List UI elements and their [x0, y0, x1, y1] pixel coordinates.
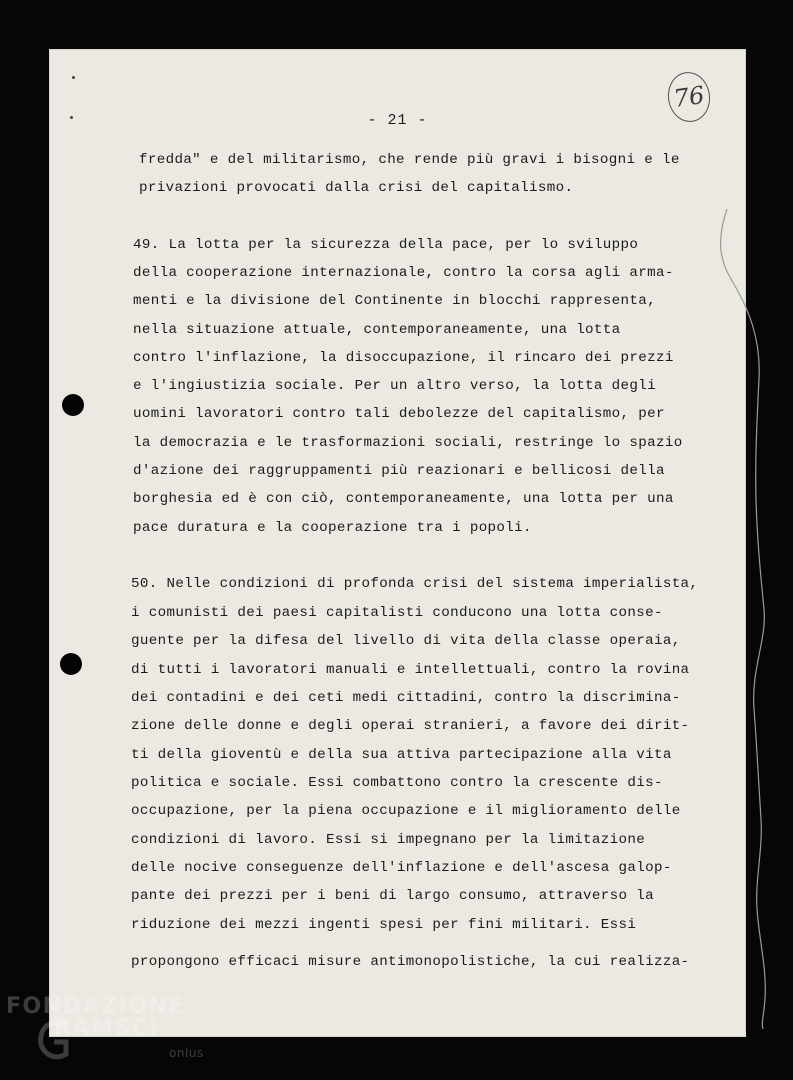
fondazione-gramsci-watermark: [6, 990, 206, 1075]
watermark-line2: RAMSCI: [54, 1016, 160, 1041]
binder-hole-top: [62, 394, 84, 416]
text-line: condizioni di lavoro. Essi si impegnano per la limitazione: [131, 832, 646, 848]
text-line: pace duratura e la cooperazione tra i popoli.: [133, 520, 532, 536]
text-line: pante dei prezzi per i beni di largo consumo, attraverso la: [131, 888, 654, 904]
page-number: - 21 -: [367, 112, 428, 129]
text-line: zione delle donne e degli operai stranieri, a favore dei dirit-: [131, 718, 690, 734]
text-line: privazioni provocati dalla crisi del capitalismo.: [139, 180, 574, 196]
text-line: nella situazione attuale, contemporaneamente, una lotta: [133, 322, 621, 338]
text-line: d'azione dei raggruppamenti più reazionari e bellicosi della: [133, 463, 665, 479]
archive-number: 76: [665, 69, 714, 124]
text-line: dei contadini e dei ceti medi cittadini, contro la discrimina-: [131, 690, 681, 706]
text-line: delle nocive conseguenze dell'inflazione e dell'ascesa galop-: [131, 860, 672, 876]
text-line: ti della gioventù e della sua attiva partecipazione alla vita: [131, 747, 672, 763]
watermark-sub: onlus: [169, 1046, 204, 1060]
text-line: politica e sociale. Essi combattono contro la crescente dis-: [131, 775, 663, 791]
text-line: uomini lavoratori contro tali debolezze del capitalismo, per: [133, 406, 665, 422]
text-line: la democrazia e le trasformazioni sociali, restringe lo spazio: [133, 435, 683, 451]
binder-hole-bottom: [60, 653, 82, 675]
pencil-margin-line: [709, 209, 769, 1029]
speck-mark: [72, 76, 75, 79]
text-line: guente per la difesa del livello di vita della classe operaia,: [131, 633, 681, 649]
text-line: fredda" e del militarismo, che rende più gravi i bisogni e le: [139, 152, 680, 168]
text-line: menti e la divisione del Continente in blocchi rappresenta,: [133, 293, 656, 309]
text-line: e l'ingiustizia sociale. Per un altro verso, la lotta degli: [133, 378, 656, 394]
text-line: propongono efficaci misure antimonopolistiche, la cui realizza-: [131, 954, 690, 970]
text-line: 49. La lotta per la sicurezza della pace, per lo sviluppo: [133, 237, 639, 253]
text-line: della cooperazione internazionale, contro la corsa agli arma-: [133, 265, 674, 281]
document-page: [49, 49, 746, 1037]
text-line: borghesia ed è con ciò, contemporaneamente, una lotta per una: [133, 491, 674, 507]
watermark-line1: FONDAZIONE: [6, 994, 185, 1019]
text-line: riduzione dei mezzi ingenti spesi per fini militari. Essi: [131, 917, 637, 933]
text-line: di tutti i lavoratori manuali e intellettuali, contro la rovina: [131, 662, 690, 678]
text-line: i comunisti dei paesi capitalisti conducono una lotta conse-: [131, 605, 663, 621]
text-line: 50. Nelle condizioni di profonda crisi del sistema imperialista,: [131, 576, 699, 592]
text-line: occupazione, per la piena occupazione e il miglioramento delle: [131, 803, 681, 819]
text-line: contro l'inflazione, la disoccupazione, il rincaro dei prezzi: [133, 350, 674, 366]
